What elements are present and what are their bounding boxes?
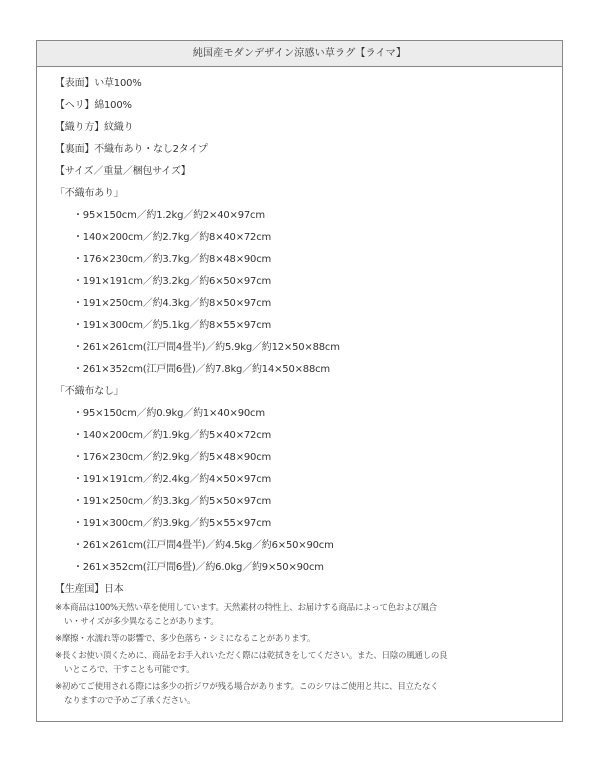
note-text: ※長くお使い頂くために、商品をお手入れいただく際には乾拭きをしてください。また、日陰の風通しの良: [55, 651, 448, 661]
spec-size-item: ・95×150cm／約0.9kg／約1×40×90cm: [73, 408, 265, 419]
spec-size-item: ・261×261cm(江戸間4畳半)／約5.9kg／約12×50×88cm: [73, 342, 340, 353]
spec-line: 【サイズ／重量／梱包サイズ】: [55, 166, 191, 177]
note-item: [55, 632, 550, 646]
product-spec-box: [36, 40, 563, 722]
spec-size-item: ・191×300cm／約3.9kg／約5×55×97cm: [73, 518, 272, 529]
note-text-continued: なりますので予めご了承ください。: [64, 696, 196, 706]
spec-size-item: ・261×352cm(江戸間6畳)／約6.0kg／約9×50×90cm: [73, 562, 324, 573]
note-item: [55, 680, 550, 708]
note-item: [55, 649, 550, 677]
spec-size-item: ・191×250cm／約4.3kg／約8×50×97cm: [73, 298, 272, 309]
spec-line: 【ヘリ】綿100%: [55, 100, 132, 111]
spec-size-item: ・191×191cm／約3.2kg／約6×50×97cm: [73, 276, 272, 287]
note-text: ※本商品は100%天然い草を使用しています。天然素材の特性上、お届けする商品によって色および風合: [55, 603, 437, 613]
notes-section: [55, 601, 550, 711]
note-text: ※摩擦・水濡れ等の影響で、多少色落ち・シミになることがあります。: [55, 634, 316, 644]
spec-line: 「不織布なし」: [55, 386, 124, 397]
spec-line: 【生産国】日本: [55, 584, 124, 595]
product-title: 純国産モダンデザイン涼感い草ラグ【ライマ】: [37, 41, 562, 67]
note-text-continued: いところで、干すことも可能です。: [64, 665, 195, 675]
spec-size-item: ・191×191cm／約2.4kg／約4×50×97cm: [73, 474, 272, 485]
spec-size-item: ・261×261cm(江戸間4畳半)／約4.5kg／約6×50×90cm: [73, 540, 334, 551]
spec-size-item: ・176×230cm／約2.9kg／約5×48×90cm: [73, 452, 272, 463]
spec-size-item: ・191×300cm／約5.1kg／約8×55×97cm: [73, 320, 272, 331]
spec-size-item: ・140×200cm／約2.7kg／約8×40×72cm: [73, 232, 272, 243]
spec-size-item: ・140×200cm／約1.9kg／約5×40×72cm: [73, 430, 272, 441]
spec-list: [55, 73, 550, 601]
spec-size-item: ・95×150cm／約1.2kg／約2×40×97cm: [73, 210, 265, 221]
note-item: [55, 601, 550, 629]
spec-size-item: ・261×352cm(江戸間6畳)／約7.8kg／約14×50×88cm: [73, 364, 330, 375]
note-text-continued: い・サイズが多少異なることがあります。: [64, 617, 219, 627]
spec-line: 【裏面】不織布あり・なし2タイプ: [55, 144, 208, 155]
spec-size-item: ・191×250cm／約3.3kg／約5×50×97cm: [73, 496, 272, 507]
spec-line: 【表面】い草100%: [55, 78, 142, 89]
spec-line: 「不織布あり」: [55, 188, 124, 199]
note-text: ※初めてご使用される際には多少の折ジワが残る場合があります。このシワはご使用と共に、目立たなく: [55, 682, 439, 692]
spec-line: 【織り方】紋織り: [55, 122, 134, 133]
spec-size-item: ・176×230cm／約3.7kg／約8×48×90cm: [73, 254, 272, 265]
